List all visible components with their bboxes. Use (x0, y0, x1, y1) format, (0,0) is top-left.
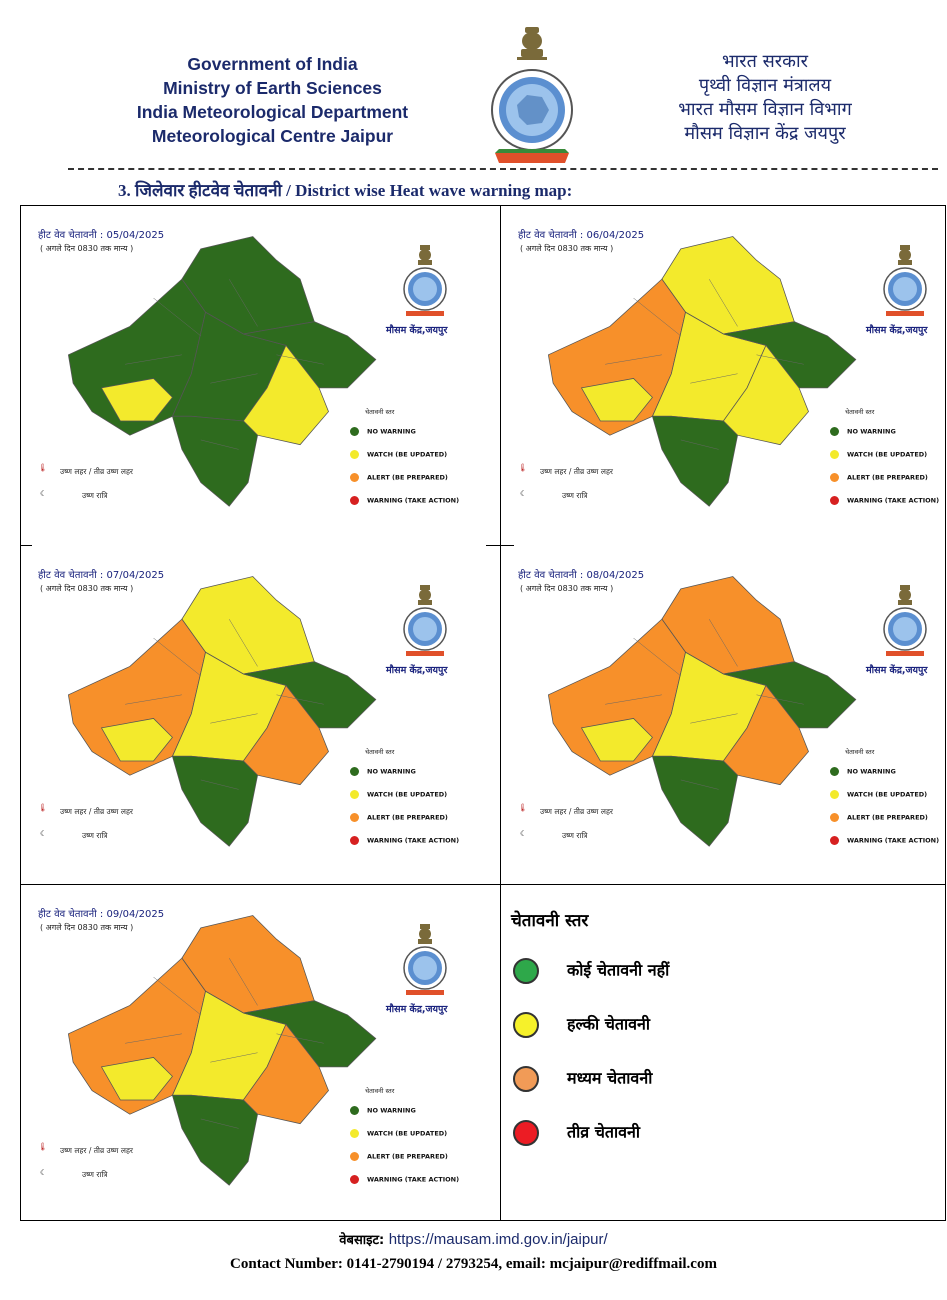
legend-dot-icon (830, 813, 839, 822)
panel-validity-note: ( अगले दिन 0830 तक मान्य ) (520, 244, 614, 253)
panel-legend-item (830, 496, 939, 505)
panel-legend-label: WATCH (BE UPDATED) (367, 450, 448, 459)
panel-legend-item (830, 813, 928, 822)
panel-validity-note: ( अगले दिन 0830 तक मान्य ) (40, 923, 134, 932)
panel-legend-label: NO WARNING (847, 767, 896, 776)
legend-moderate-warning-label: मध्यम चेतावनी (567, 1068, 653, 1088)
panel-legend-label: ALERT (BE PREPARED) (847, 473, 928, 482)
moon-icon: ☾ (40, 1168, 47, 1177)
panel-legend-item (350, 1106, 416, 1115)
website-label: वेबसाइट: (339, 1233, 385, 1248)
legend-dot-icon (830, 767, 839, 776)
legend-no-warning-label: कोई चेतावनी नहीं (567, 960, 670, 980)
panel-heatwave-note: उष्ण लहर / तीव्र उष्ण लहर (540, 467, 613, 476)
header-en-line-1: Government of India (187, 54, 358, 74)
legend-dot-icon (830, 790, 839, 799)
panel-legend-item (350, 473, 448, 482)
panel-legend-label: WARNING (TAKE ACTION) (847, 836, 940, 845)
imd-emblem-logo (880, 583, 930, 658)
heatwave-map-panel (20, 884, 490, 1214)
legend-dot-icon (830, 473, 839, 482)
district-region (652, 416, 737, 506)
header-hi-line-3: भारत मौसम विज्ञान विभाग (678, 99, 852, 120)
panel-legend-label: ALERT (BE PREPARED) (367, 1152, 448, 1161)
panel-legend-item (350, 1152, 448, 1161)
panel-title: हीट वेव चेतावनी : 08/04/2025 (518, 570, 645, 581)
thermometer-icon: 🌡 (38, 1142, 48, 1151)
panel-title: हीट वेव चेतावनी : 07/04/2025 (38, 570, 165, 581)
orange-dot-icon (513, 1066, 539, 1092)
header-hi-line-1: भारत सरकार (721, 51, 809, 72)
legend-severe-warning (513, 1120, 640, 1146)
section-title: 3. जिलेवार हीटवेव चेतावनी / District wise Heat wave warning map: (118, 181, 573, 200)
panel-legend-label: NO WARNING (367, 767, 416, 776)
panel-legend-label: ALERT (BE PREPARED) (367, 813, 448, 822)
panel-legend-label: WARNING (TAKE ACTION) (367, 1175, 460, 1184)
panel-validity-note: ( अगले दिन 0830 तक मान्य ) (520, 584, 614, 593)
panel-legend-label: WATCH (BE UPDATED) (367, 790, 448, 799)
legend-dot-icon (350, 767, 359, 776)
legend-dot-icon (350, 1129, 359, 1138)
panel-legend-item (350, 813, 448, 822)
panel-legend-item (350, 767, 416, 776)
heatwave-map-panel (500, 545, 947, 875)
legend-mild-warning-label: हल्की चेतावनी (567, 1014, 651, 1034)
panel-legend-item (830, 450, 927, 459)
legend-dot-icon (350, 1106, 359, 1115)
panel-title: हीट वेव चेतावनी : 09/04/2025 (38, 909, 165, 920)
legend-moderate-warning (513, 1066, 652, 1092)
imd-emblem-logo (400, 243, 450, 318)
thermometer-icon: 🌡 (518, 463, 528, 472)
panel-legend-item (350, 1175, 459, 1184)
legend-dot-icon (350, 1152, 359, 1161)
panel-legend-label: NO WARNING (367, 427, 416, 436)
imd-emblem-logo (400, 583, 450, 658)
panel-centre-label: मौसम केंद्र,जयपुर (386, 325, 448, 336)
panel-legend-label: WARNING (TAKE ACTION) (367, 836, 460, 845)
header-hindi (640, 50, 890, 146)
panel-legend-item (350, 427, 416, 436)
footer-website (0, 1230, 947, 1248)
yellow-dot-icon (513, 1012, 539, 1038)
thermometer-icon: 🌡 (38, 803, 48, 812)
moon-icon: ☾ (40, 829, 47, 838)
panel-legend-item (350, 496, 459, 505)
header-divider (68, 168, 938, 170)
panel-legend-label: ALERT (BE PREPARED) (847, 813, 928, 822)
legend-dot-icon (830, 836, 839, 845)
footer-contact: Contact Number: 0141-2790194 / 2793254, email: mcjaipur@rediffmail.com (230, 1256, 717, 1272)
legend-dot-icon (830, 450, 839, 459)
panel-legend-label: WATCH (BE UPDATED) (367, 1129, 448, 1138)
thermometer-icon: 🌡 (38, 463, 48, 472)
panel-warm-night-note: उष्ण रात्रि (562, 491, 588, 500)
header-hi-line-4: मौसम विज्ञान केंद्र जयपुर (684, 123, 846, 144)
thermometer-icon: 🌡 (518, 803, 528, 812)
imd-emblem-logo (400, 922, 450, 997)
panel-legend-heading: चेतावनी स्तर (365, 408, 395, 416)
panel-legend-label: WARNING (TAKE ACTION) (847, 496, 940, 505)
moon-icon: ☾ (40, 489, 47, 498)
legend-dot-icon (350, 450, 359, 459)
panel-centre-label: मौसम केंद्र,जयपुर (866, 665, 928, 676)
legend-dot-icon (350, 473, 359, 482)
panel-warm-night-note: उष्ण रात्रि (82, 1170, 108, 1179)
legend-dot-icon (350, 1175, 359, 1184)
panel-legend-heading: चेतावनी स्तर (845, 408, 875, 416)
imd-emblem-logo (487, 25, 577, 165)
district-region (172, 756, 257, 846)
panel-centre-label: मौसम केंद्र,जयपुर (386, 665, 448, 676)
panel-legend-label: ALERT (BE PREPARED) (367, 473, 448, 482)
panel-warm-night-note: उष्ण रात्रि (562, 831, 588, 840)
panel-legend-item (830, 427, 896, 436)
panel-title: हीट वेव चेतावनी : 06/04/2025 (518, 230, 645, 241)
header-en-line-2: Ministry of Earth Sciences (163, 78, 382, 98)
panel-centre-label: मौसम केंद्र,जयपुर (866, 325, 928, 336)
panel-heatwave-note: उष्ण लहर / तीव्र उष्ण लहर (60, 1146, 133, 1155)
legend-dot-icon (350, 427, 359, 436)
panel-legend-item (830, 473, 928, 482)
panel-legend-item (830, 836, 939, 845)
website-link[interactable]: https://mausam.imd.gov.in/jaipur/ (388, 1231, 608, 1248)
panel-legend-label: WARNING (TAKE ACTION) (367, 496, 460, 505)
moon-icon: ☾ (520, 829, 527, 838)
imd-emblem-logo (880, 243, 930, 318)
heatwave-map-panel (500, 205, 947, 535)
legend-mild-warning (513, 1012, 650, 1038)
header-hi-line-2: पृथ्वी विज्ञान मंत्रालय (698, 75, 832, 96)
panel-heatwave-note: उष्ण लहर / तीव्र उष्ण लहर (540, 807, 613, 816)
panel-legend-label: NO WARNING (847, 427, 896, 436)
big-legend (505, 890, 945, 1220)
panel-legend-item (830, 767, 896, 776)
panel-warm-night-note: उष्ण रात्रि (82, 831, 108, 840)
header-en-line-4: Meteorological Centre Jaipur (151, 126, 394, 146)
panel-legend-heading: चेतावनी स्तर (365, 1087, 395, 1095)
panel-legend-item (350, 450, 447, 459)
panel-legend-heading: चेतावनी स्तर (845, 748, 875, 756)
legend-dot-icon (350, 790, 359, 799)
panel-heatwave-note: उष्ण लहर / तीव्र उष्ण लहर (60, 807, 133, 816)
green-dot-icon (513, 958, 539, 984)
panel-legend-label: WATCH (BE UPDATED) (847, 450, 928, 459)
panel-validity-note: ( अगले दिन 0830 तक मान्य ) (40, 244, 134, 253)
panel-legend-item (830, 790, 927, 799)
legend-dot-icon (350, 496, 359, 505)
panel-legend-item (350, 1129, 447, 1138)
panel-validity-note: ( अगले दिन 0830 तक मान्य ) (40, 584, 134, 593)
panel-title: हीट वेव चेतावनी : 05/04/2025 (38, 230, 165, 241)
district-region (172, 416, 257, 506)
panel-legend-item (350, 790, 447, 799)
panel-legend-heading: चेतावनी स्तर (365, 748, 395, 756)
heatwave-map-panel (20, 545, 490, 875)
red-dot-icon (513, 1120, 539, 1146)
header-english (100, 52, 445, 148)
legend-dot-icon (830, 427, 839, 436)
panel-heatwave-note: उष्ण लहर / तीव्र उष्ण लहर (60, 467, 133, 476)
legend-dot-icon (830, 496, 839, 505)
legend-dot-icon (350, 813, 359, 822)
heatwave-map-panel (20, 205, 490, 535)
district-region (172, 1095, 257, 1185)
legend-no-warning (513, 958, 669, 984)
legend-severe-warning-label: तीव्र चेतावनी (567, 1122, 641, 1142)
panel-legend-label: NO WARNING (367, 1106, 416, 1115)
header-en-line-3: India Meteorological Department (136, 102, 409, 122)
panel-legend-label: WATCH (BE UPDATED) (847, 790, 928, 799)
panel-centre-label: मौसम केंद्र,जयपुर (386, 1004, 448, 1015)
big-legend-heading: चेतावनी स्तर (511, 911, 589, 931)
moon-icon: ☾ (520, 489, 527, 498)
legend-dot-icon (350, 836, 359, 845)
district-region (652, 756, 737, 846)
panel-legend-item (350, 836, 459, 845)
panel-warm-night-note: उष्ण रात्रि (82, 491, 108, 500)
